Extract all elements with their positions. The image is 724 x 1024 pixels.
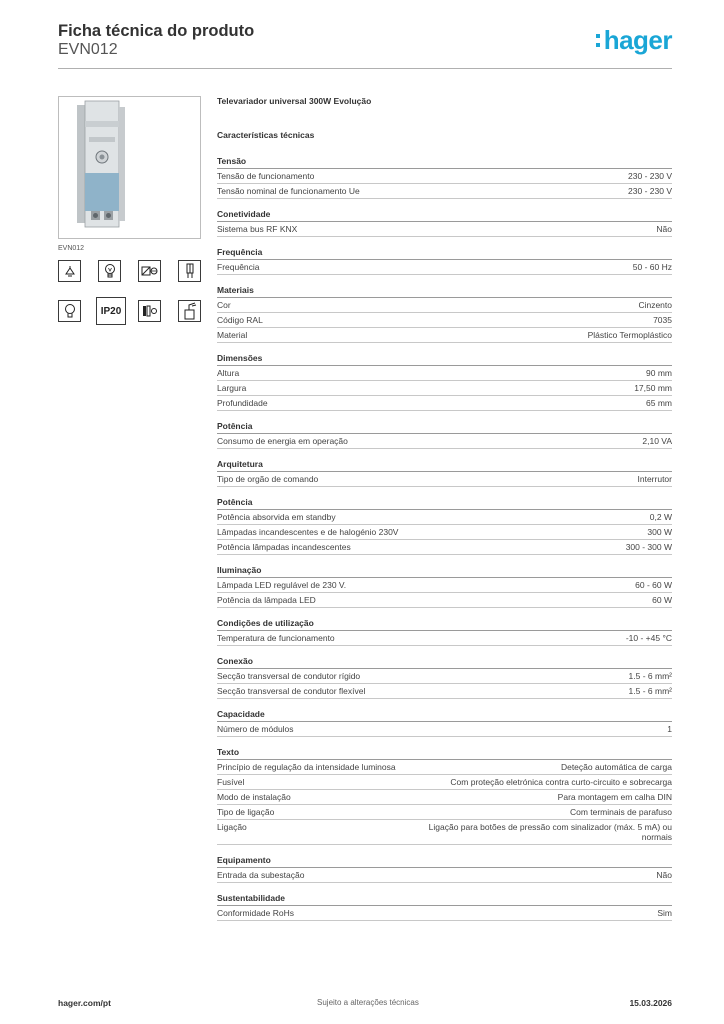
- spec-section: [217, 893, 672, 921]
- spec-sections: [217, 156, 672, 931]
- spec-value: 60 W: [652, 595, 672, 605]
- spec-label: Modo de instalação: [217, 792, 291, 802]
- spec-label: Tipo de ligação: [217, 807, 275, 817]
- spec-section: [217, 209, 672, 237]
- spec-label: Cor: [217, 300, 231, 310]
- spec-section: [217, 747, 672, 845]
- spec-section: [217, 709, 672, 737]
- spec-label: Altura: [217, 368, 240, 378]
- spec-section: [217, 565, 672, 608]
- din-module-illustration: [59, 97, 200, 238]
- spec-label: Largura: [217, 383, 247, 393]
- spec-row: [217, 396, 672, 411]
- spec-value: 1.5 - 6 mm²: [628, 686, 672, 696]
- spec-value: Com terminais de parafuso: [569, 807, 672, 817]
- spec-value: Não: [656, 224, 672, 234]
- spec-section-title: Tensão: [217, 156, 672, 169]
- spec-value: 7035: [653, 315, 672, 325]
- spec-section-title: Conetividade: [217, 209, 672, 222]
- spec-section: [217, 247, 672, 275]
- spec-row: [217, 684, 672, 699]
- spec-row: [217, 381, 672, 396]
- spec-value: Interrutor: [637, 474, 672, 484]
- spec-row: [217, 260, 672, 275]
- halogen-transformer-icon: [138, 260, 161, 282]
- spec-value: 1.5 - 6 mm²: [628, 671, 672, 681]
- spec-label: Conformidade RoHs: [217, 908, 295, 918]
- spec-section-title: Conexão: [217, 656, 672, 669]
- spec-value: 90 mm: [646, 368, 672, 378]
- spec-row: [217, 631, 672, 646]
- spec-label: Consumo de energia em operação: [217, 436, 348, 446]
- spec-row: [217, 222, 672, 237]
- spec-row: [217, 298, 672, 313]
- product-sidebar: [58, 96, 201, 317]
- spec-value: 300 W: [647, 527, 672, 537]
- spec-row: [217, 805, 672, 820]
- spec-label: Material: [217, 330, 248, 340]
- spec-label: Potência absorvida em standby: [217, 512, 336, 522]
- spec-row: [217, 434, 672, 449]
- product-image: [58, 96, 201, 239]
- ceiling-lamp-icon: [58, 260, 81, 282]
- fluorescent-lamp-icon: [178, 260, 201, 282]
- spec-section: [217, 656, 672, 699]
- spec-row: [217, 366, 672, 381]
- spec-section: [217, 459, 672, 487]
- header-divider: [58, 68, 672, 69]
- page-header: [58, 20, 672, 70]
- spec-section-title: Dimensões: [217, 353, 672, 366]
- spec-value: 230 - 230 V: [628, 171, 672, 181]
- spec-section: [217, 421, 672, 449]
- spec-section-title: Iluminação: [217, 565, 672, 578]
- document-title: Ficha técnica do produto: [58, 22, 255, 40]
- spec-value: -10 - +45 °C: [625, 633, 672, 643]
- spec-row: [217, 722, 672, 737]
- spec-label: Sistema bus RF KNX: [217, 224, 298, 234]
- spec-section-title: Potência: [217, 421, 672, 434]
- spec-row: [217, 184, 672, 199]
- spec-value: Para montagem em calha DIN: [557, 792, 672, 802]
- spec-label: Número de módulos: [217, 724, 294, 734]
- spec-label: Ligação: [217, 822, 247, 832]
- spec-section-title: Capacidade: [217, 709, 672, 722]
- spec-value: 65 mm: [646, 398, 672, 408]
- spec-label: Profundidade: [217, 398, 268, 408]
- spec-label: Potência da lâmpada LED: [217, 595, 316, 605]
- spec-value: Ligação para botões de pressão com sinalizador (máx. 5 mA) ou normais: [428, 822, 672, 842]
- spec-row: [217, 820, 672, 845]
- product-name: Televariador universal 300W Evolução: [217, 96, 372, 106]
- dimmer-module-icon: [138, 300, 161, 322]
- spec-label: Fusível: [217, 777, 245, 787]
- spec-value: Deteção automática de carga: [560, 762, 672, 772]
- spec-value: 2,10 VA: [642, 436, 672, 446]
- disclaimer-text: Sujeito a alterações técnicas: [317, 998, 419, 1007]
- spec-row: [217, 593, 672, 608]
- spec-label: Lâmpadas incandescentes e de halogénio 230V: [217, 527, 399, 537]
- spec-value: Sim: [657, 908, 672, 918]
- spec-value: 300 - 300 W: [625, 542, 672, 552]
- spec-row: [217, 540, 672, 555]
- spec-value: 17,50 mm: [634, 383, 672, 393]
- bulb-icon: [98, 260, 121, 282]
- spec-label: Entrada da subestação: [217, 870, 305, 880]
- spec-section-title: Materiais: [217, 285, 672, 298]
- ip-rating-label: IP20: [100, 305, 122, 317]
- spec-section-title: Equipamento: [217, 855, 672, 868]
- spec-section-title: Arquitetura: [217, 459, 672, 472]
- spec-row: [217, 906, 672, 921]
- spec-row: [217, 169, 672, 184]
- spec-label: Temperatura de funcionamento: [217, 633, 335, 643]
- spec-label: Secção transversal de condutor rígido: [217, 671, 361, 681]
- spec-label: Tipo de orgão de comando: [217, 474, 319, 484]
- spec-section: [217, 497, 672, 555]
- spec-section: [217, 618, 672, 646]
- spec-label: Princípio de regulação da intensidade luminosa: [217, 762, 396, 772]
- spec-section-title: Texto: [217, 747, 672, 760]
- product-code: EVN012: [58, 41, 118, 58]
- spec-row: [217, 472, 672, 487]
- spec-value: Cinzento: [638, 300, 672, 310]
- spec-row: [217, 328, 672, 343]
- spec-section: [217, 353, 672, 411]
- pushbutton-icon: [178, 300, 201, 322]
- spec-section: [217, 156, 672, 199]
- spec-section: [217, 285, 672, 343]
- spec-row: [217, 790, 672, 805]
- spec-value: Com proteção eletrónica contra curto-circuito e sobrecarga: [450, 777, 672, 787]
- spec-section-title: Condições de utilização: [217, 618, 672, 631]
- spec-row: [217, 775, 672, 790]
- spec-label: Secção transversal de condutor flexível: [217, 686, 366, 696]
- spec-value: 50 - 60 Hz: [632, 262, 672, 272]
- spec-value: 1: [667, 724, 672, 734]
- technical-characteristics-heading: Características técnicas: [217, 130, 315, 140]
- spec-section-title: Frequência: [217, 247, 672, 260]
- spec-label: Potência lâmpadas incandescentes: [217, 542, 351, 552]
- spec-row: [217, 313, 672, 328]
- spec-value: Não: [656, 870, 672, 880]
- spec-section: [217, 855, 672, 883]
- spec-label: Tensão nominal de funcionamento Ue: [217, 186, 360, 196]
- spec-row: [217, 525, 672, 540]
- led-bulb-icon: [58, 300, 81, 322]
- spec-value: 60 - 60 W: [635, 580, 672, 590]
- logo-dots-icon: [596, 29, 602, 51]
- spec-value: 230 - 230 V: [628, 186, 672, 196]
- ip20-icon: [96, 297, 126, 325]
- document-date: 15.03.2026: [629, 998, 672, 1008]
- spec-label: Tensão de funcionamento: [217, 171, 315, 181]
- spec-row: [217, 760, 672, 775]
- spec-row: [217, 868, 672, 883]
- spec-value: Plástico Termoplástico: [587, 330, 672, 340]
- spec-label: Lâmpada LED regulável de 230 V.: [217, 580, 347, 590]
- website-link[interactable]: hager.com/pt: [58, 998, 111, 1008]
- spec-section-title: Sustentabilidade: [217, 893, 672, 906]
- spec-row: [217, 510, 672, 525]
- spec-row: [217, 578, 672, 593]
- product-image-caption: EVN012: [58, 245, 85, 252]
- spec-label: Código RAL: [217, 315, 263, 325]
- spec-label: Frequência: [217, 262, 260, 272]
- spec-section-title: Potência: [217, 497, 672, 510]
- hager-logo[interactable]: hager: [596, 25, 672, 56]
- spec-value: 0,2 W: [649, 512, 672, 522]
- spec-row: [217, 669, 672, 684]
